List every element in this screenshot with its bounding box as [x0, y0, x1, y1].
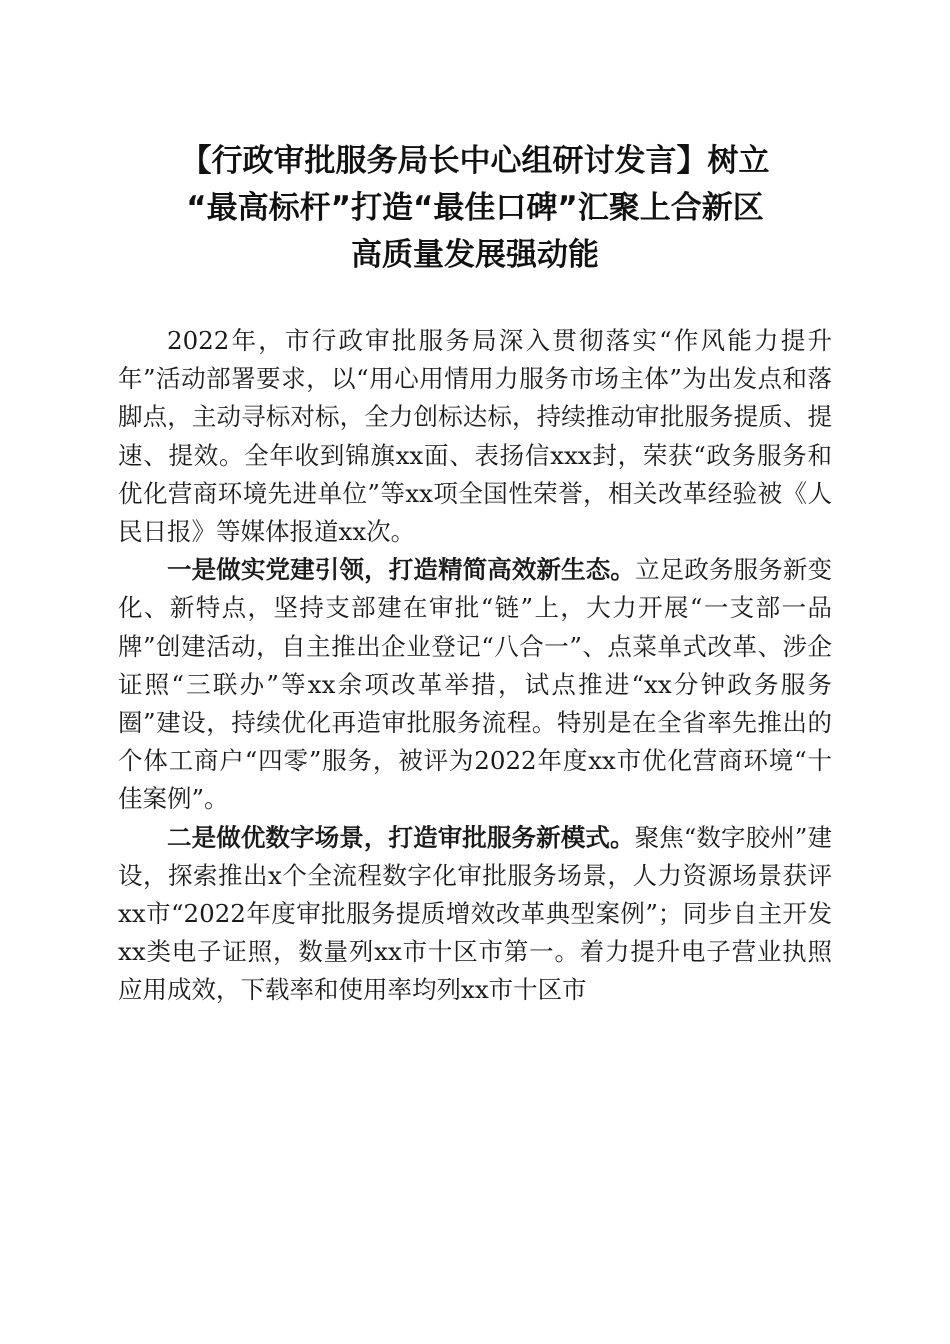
title-line-1: 【行政审批服务局长中心组研讨发言】树立: [180, 143, 770, 179]
document-body: [118, 322, 832, 1010]
paragraph-text: 2022年，市行政审批服务局深入贯彻落实“作风能力提升年”活动部署要求，以“用心用情用力服务市场主体”为出发点和落脚点，主动寻标对标，全力创标达标，持续推动审批服务提质、提速、提效。全年收到锦旗xx面、表扬信xxx封，荣获“政务服务和优化营商环境先进单位”等xx项全国性荣誉，相关改革经验被《人民日报》等媒体报道xx次。: [118, 326, 832, 547]
paragraph-lead: 一是做实党建引领，打造精简高效新生态。: [167, 555, 636, 585]
paragraph-digital-scenes: [118, 819, 832, 1010]
paragraph-party-building: [118, 551, 832, 818]
paragraph-lead: 二是做优数字场景，打造审批服务新模式。: [167, 822, 635, 852]
title-line-2: “最高标杆”打造“最佳口碑”汇聚上合新区: [186, 190, 764, 226]
paragraph-text: 立足政务服务新变化、新特点，坚持支部建在审批“链”上，大力开展“一支部一品牌”创建活动，自主推出企业登记“八合一”、点菜单式改革、涉企证照“三联办”等xx余项改革举措，试点推进“xx分钟政务服务圈”建设，持续优化再造审批服务流程。特别是在全省率先推出的个体工商户“四零”服务，被评为2022年度xx市优化营商环境“十佳案例”。: [118, 555, 833, 814]
paragraph-intro: [118, 322, 832, 551]
paragraph-text: 聚焦“数字胶州”建设，探索推出x个全流程数字化审批服务场景，人力资源场景获评xx市“2022年度审批服务提质增效改革典型案例”；同步自主开发xx类电子证照，数量列xx市十区市第一。着力提升电子营业执照应用成效，下载率和使用率均列xx市十区市: [118, 822, 832, 1005]
document-title: [118, 138, 832, 279]
title-line-3: 高质量发展强动能: [351, 237, 599, 273]
